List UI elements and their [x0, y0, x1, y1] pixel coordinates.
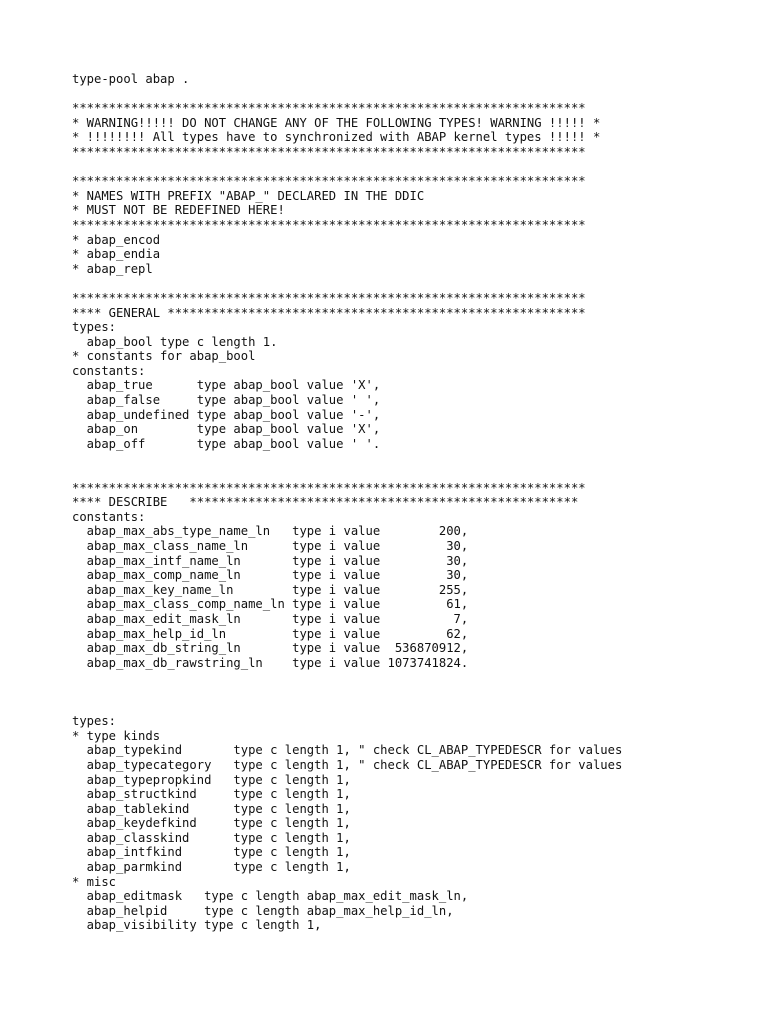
code-line: * misc	[72, 874, 117, 889]
code-line: **********************************************************************	[72, 174, 586, 189]
code-line: constants:	[72, 509, 146, 524]
code-line: abap_visibility type c length 1,	[72, 918, 322, 933]
code-line: * !!!!!!!! All types have to synchronized with ABAP kernel types !!!!! *	[72, 130, 601, 145]
code-line: abap_max_intf_name_ln type i value 30,	[72, 553, 469, 568]
code-line	[72, 466, 762, 481]
code-line: types:	[72, 320, 117, 335]
code-line: * constants for abap_bool	[72, 349, 256, 364]
code-line: abap_off type abap_bool value ' '.	[72, 436, 381, 451]
code-line: abap_max_class_comp_name_ln type i value 61,	[72, 597, 469, 612]
code-line: **** GENERAL *********************************************************	[72, 305, 586, 320]
code-line: abap_max_comp_name_ln type i value 30,	[72, 568, 469, 583]
code-line: abap_bool type c length 1.	[72, 334, 278, 349]
code-line: abap_parmkind type c length 1,	[72, 860, 351, 875]
code-line: **********************************************************************	[72, 144, 586, 159]
code-line: abap_intfkind type c length 1,	[72, 845, 351, 860]
code-line: **********************************************************************	[72, 480, 586, 495]
abap-source-code	[72, 72, 762, 933]
code-line: **********************************************************************	[72, 101, 586, 116]
code-line	[72, 276, 762, 291]
code-line: abap_max_abs_type_name_ln type i value 200,	[72, 524, 469, 539]
code-line: abap_typekind type c length 1, " check CL_ABAP_TYPEDESCR for values	[72, 743, 623, 758]
code-line: * NAMES WITH PREFIX "ABAP_" DECLARED IN THE DDIC	[72, 188, 425, 203]
code-line	[72, 87, 762, 102]
code-line: **********************************************************************	[72, 217, 586, 232]
code-line: abap_max_edit_mask_ln type i value 7,	[72, 611, 469, 626]
code-line	[72, 160, 762, 175]
code-line: * abap_encod	[72, 232, 161, 247]
code-line	[72, 685, 762, 700]
code-line: abap_max_class_name_ln type i value 30,	[72, 539, 469, 553]
code-line: * abap_endia	[72, 247, 161, 262]
code-line: abap_typepropkind type c length 1,	[72, 772, 351, 787]
code-line	[72, 700, 762, 715]
code-line: abap_classkind type c length 1,	[72, 830, 351, 845]
code-line: abap_helpid type c length abap_max_help_id_ln,	[72, 903, 454, 918]
code-line: abap_on type abap_bool value 'X',	[72, 422, 381, 437]
code-line: constants:	[72, 363, 146, 378]
code-line: abap_max_help_id_ln type i value 62,	[72, 626, 469, 641]
code-line: * WARNING!!!!! DO NOT CHANGE ANY OF THE FOLLOWING TYPES! WARNING !!!!! *	[72, 115, 601, 130]
code-line	[72, 451, 762, 466]
code-line: abap_true type abap_bool value 'X',	[72, 378, 381, 393]
code-line: types:	[72, 714, 117, 729]
code-line: abap_false type abap_bool value ' ',	[72, 393, 381, 408]
code-line: abap_max_db_string_ln type i value 536870912,	[72, 641, 469, 656]
code-line: abap_structkind type c length 1,	[72, 787, 351, 802]
code-line: abap_max_key_name_ln type i value 255,	[72, 582, 469, 597]
code-line: abap_typecategory type c length 1, " check CL_ABAP_TYPEDESCR for values	[72, 757, 623, 772]
code-line: abap_editmask type c length abap_max_edit_mask_ln,	[72, 889, 469, 904]
document-page	[72, 72, 762, 933]
code-line: type-pool abap .	[72, 72, 190, 86]
code-line: abap_undefined type abap_bool value '-',	[72, 407, 381, 422]
code-line: * MUST NOT BE REDEFINED HERE!	[72, 203, 285, 218]
code-line	[72, 670, 762, 685]
code-line: **********************************************************************	[72, 290, 586, 305]
code-line: * type kinds	[72, 728, 161, 743]
code-line: abap_tablekind type c length 1,	[72, 801, 351, 816]
code-line: abap_keydefkind type c length 1,	[72, 816, 351, 831]
code-line: * abap_repl	[72, 261, 153, 276]
code-line: abap_max_db_rawstring_ln type i value 1073741824.	[72, 655, 469, 670]
code-line: **** DESCRIBE *****************************************************	[72, 495, 579, 510]
